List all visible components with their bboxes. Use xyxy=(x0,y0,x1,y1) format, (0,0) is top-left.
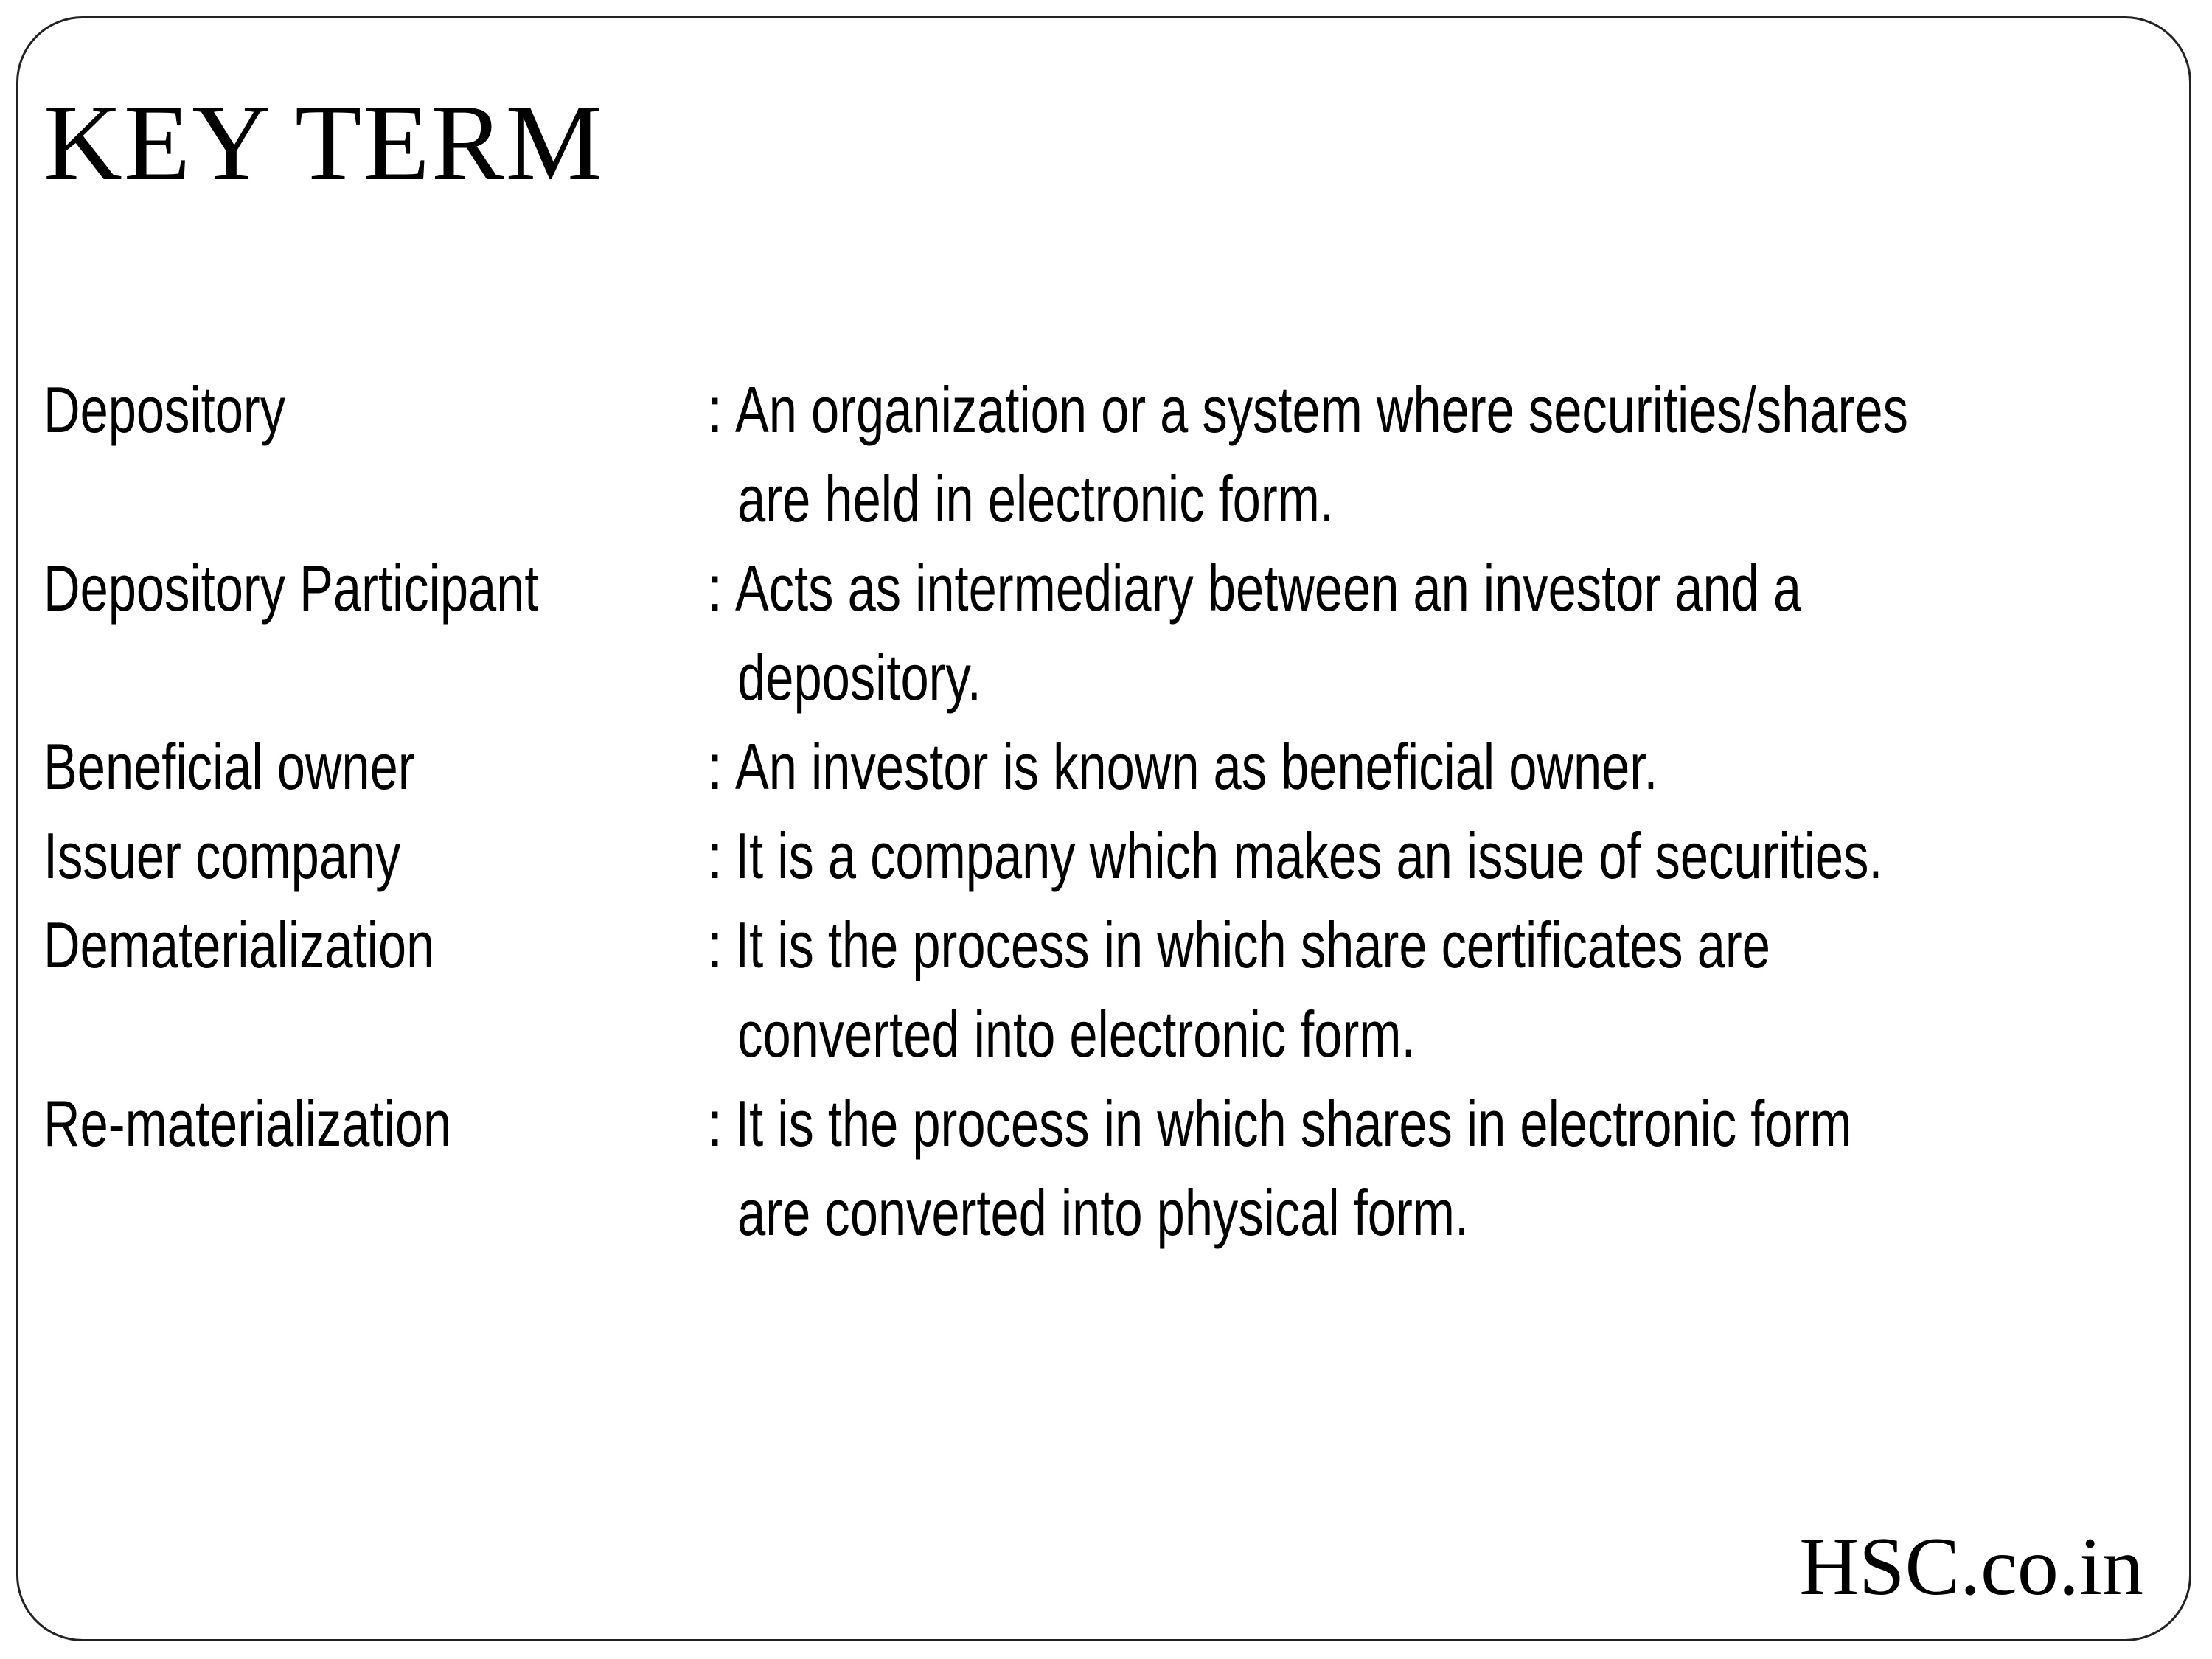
term-definition xyxy=(735,543,2152,722)
definition-line: It is the process in which shares in electronic form xyxy=(735,1087,1852,1160)
definition-line: It is a company which makes an issue of securities. xyxy=(735,819,1883,892)
term-definition xyxy=(735,722,2152,811)
definition-line: Acts as intermediary between an investor and a xyxy=(735,552,1802,625)
term-name: Dematerialization xyxy=(44,908,435,981)
slide-title: KEY TERM xyxy=(44,83,605,204)
term-row xyxy=(44,722,2152,811)
term-separator: : xyxy=(706,819,724,892)
definition-line: It is the process in which share certificates are xyxy=(735,908,1770,981)
definition-line: An investor is known as beneficial owner. xyxy=(735,730,1658,803)
definition-line: converted into electronic form. xyxy=(737,998,1416,1071)
term-definition xyxy=(735,811,2207,900)
term-definition xyxy=(735,900,2152,1079)
term-separator: : xyxy=(706,908,724,981)
slide-frame xyxy=(16,16,2191,1641)
definition-line: depository. xyxy=(737,641,981,714)
term-row xyxy=(44,543,2152,722)
term-separator: : xyxy=(706,552,724,625)
term-row xyxy=(44,365,2152,543)
term-name: Re-materialization xyxy=(44,1087,452,1160)
term-definition xyxy=(735,365,2212,543)
term-name: Issuer company xyxy=(44,819,401,892)
term-row xyxy=(44,1079,2152,1257)
term-definition xyxy=(735,1079,2167,1257)
term-name: Depository xyxy=(44,373,286,446)
definition-line: are held in electronic form. xyxy=(737,462,1334,535)
footer-watermark: HSC.co.in xyxy=(1799,1521,2143,1613)
term-row xyxy=(44,900,2152,1079)
term-separator: : xyxy=(706,1087,724,1160)
term-separator: : xyxy=(706,373,724,446)
definition-line: An organization or a system where securities/shares xyxy=(735,373,1908,446)
term-name: Beneficial owner xyxy=(44,730,415,803)
key-terms-list xyxy=(44,365,2152,1257)
term-row xyxy=(44,811,2152,900)
definition-line: are converted into physical form. xyxy=(737,1176,1470,1249)
term-name: Depository Participant xyxy=(44,552,539,625)
term-separator: : xyxy=(706,730,724,803)
